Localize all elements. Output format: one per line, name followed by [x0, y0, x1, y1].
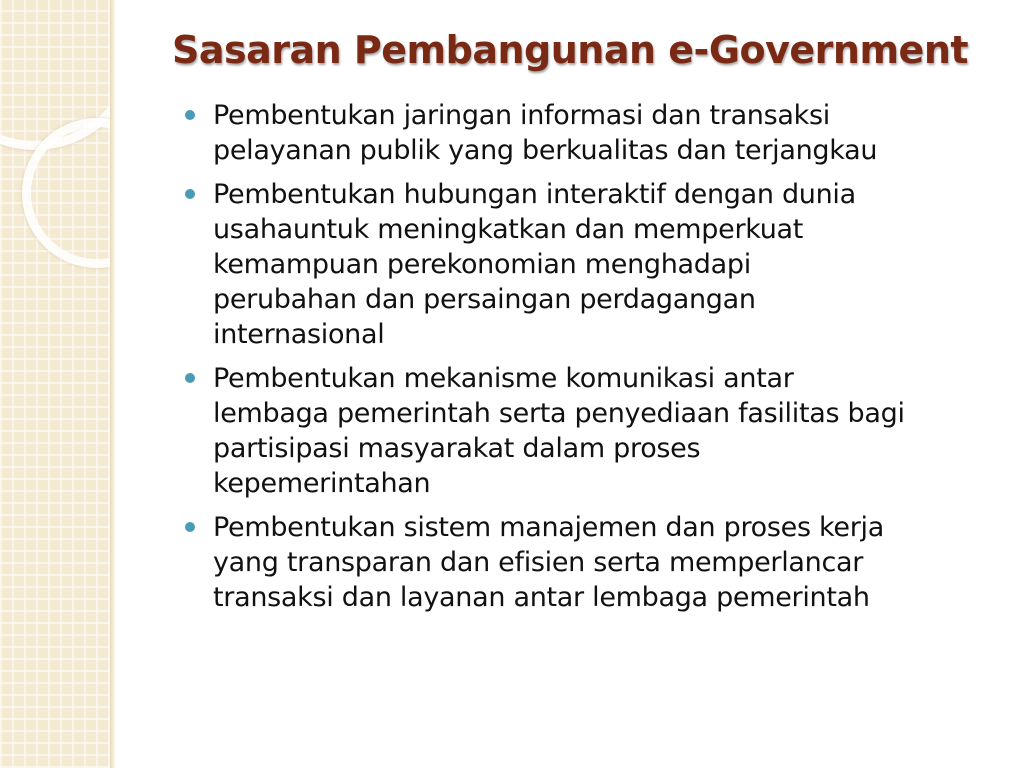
bullet-line: kemampuan perekonomian menghadapi: [213, 249, 751, 280]
bullet-list: [185, 98, 995, 624]
bullet-item: [185, 177, 995, 352]
bullet-line: usahauntuk meningkatkan dan memperkuat: [213, 214, 804, 245]
bullet-dot-icon: [185, 110, 195, 120]
bullet-dot-icon: [185, 373, 195, 383]
bullet-line: lembaga pemerintah serta penyediaan fasilitas bagi: [213, 398, 905, 429]
bullet-line: Pembentukan hubungan interaktif dengan dunia: [213, 179, 856, 210]
bullet-line: pelayanan publik yang berkualitas dan terjangkau: [213, 135, 878, 166]
bullet-line: transaksi dan layanan antar lembaga pemerintah: [213, 582, 870, 613]
bullet-line: kepemerintahan: [213, 468, 431, 499]
bullet-line: Pembentukan jaringan informasi dan transaksi: [213, 100, 830, 131]
bullet-dot-icon: [185, 189, 195, 199]
bullet-line: Pembentukan mekanisme komunikasi antar: [213, 363, 794, 394]
bullet-item: [185, 98, 995, 168]
bullet-line: perubahan dan persaingan perdagangan: [213, 284, 756, 315]
bullet-dot-icon: [185, 522, 195, 532]
side-panel-border: [110, 0, 116, 768]
slide-title: Sasaran Pembangunan e-Government: [172, 28, 969, 72]
decorative-side-panel: [0, 0, 110, 768]
bullet-line: Pembentukan sistem manajemen dan proses kerja: [213, 512, 884, 543]
bullet-line: partisipasi masyarakat dalam proses: [213, 433, 701, 464]
bullet-line: yang transparan dan efisien serta memperlancar: [213, 547, 864, 578]
bullet-item: [185, 510, 995, 615]
bullet-line: internasional: [213, 319, 385, 350]
bullet-item: [185, 361, 995, 501]
